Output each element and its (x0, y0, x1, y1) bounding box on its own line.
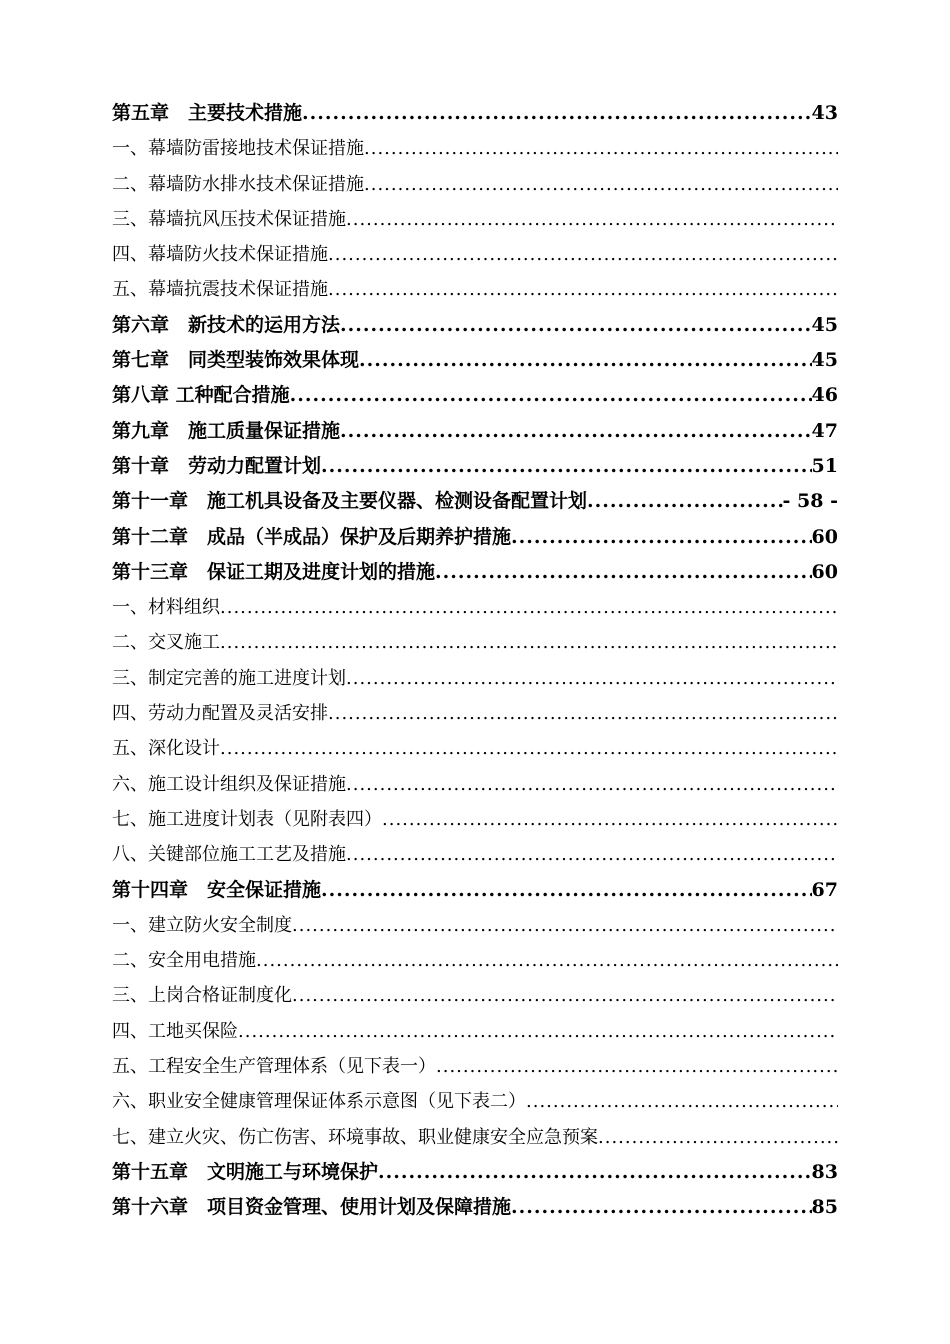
toc-page-number: 51 (811, 454, 838, 477)
toc-entry-label: 七、施工进度计划表（见附表四） (112, 808, 382, 830)
toc-dot-leader (256, 943, 838, 978)
toc-section-entry[interactable] (112, 272, 838, 307)
toc-page-number: 60 (811, 525, 838, 548)
toc-section-entry[interactable] (112, 131, 838, 166)
toc-page-number: 60 (811, 560, 838, 583)
toc-entry-label: 第十六章 项目资金管理、使用计划及保障措施 (112, 1196, 512, 1219)
toc-dot-leader (598, 1120, 838, 1155)
toc-dot-leader (292, 978, 838, 1013)
toc-entry-label: 二、交叉施工 (112, 632, 220, 654)
toc-dot-leader (328, 237, 838, 272)
toc-dot-leader (378, 1155, 812, 1190)
toc-chapter-entry[interactable] (112, 414, 838, 449)
toc-section-entry[interactable] (112, 202, 838, 237)
toc-entry-label: 四、劳动力配置及灵活安排 (112, 703, 328, 725)
toc-dot-leader (359, 343, 812, 378)
toc-page-number: 46 (811, 384, 838, 407)
toc-chapter-entry[interactable] (112, 555, 838, 590)
toc-dot-leader (220, 590, 838, 625)
toc-section-entry[interactable] (112, 837, 838, 872)
toc-dot-leader (321, 449, 812, 484)
toc-dot-leader (587, 484, 783, 519)
toc-chapter-entry[interactable] (112, 378, 838, 413)
toc-entry-label: 八、关键部位施工工艺及措施 (112, 844, 346, 866)
toc-entry-label: 三、上岗合格证制度化 (112, 985, 292, 1007)
toc-entry-label: 第十二章 成品（半成品）保护及后期养护措施 (112, 525, 512, 548)
table-of-contents (112, 96, 838, 1226)
toc-dot-leader (364, 167, 838, 202)
toc-dot-leader (364, 131, 838, 166)
toc-entry-label: 四、工地买保险 (112, 1020, 238, 1042)
toc-entry-label: 一、建立防火安全制度 (112, 914, 292, 936)
toc-chapter-entry[interactable] (112, 343, 838, 378)
toc-section-entry[interactable] (112, 978, 838, 1013)
toc-dot-leader (321, 873, 812, 908)
toc-entry-label: 一、材料组织 (112, 597, 220, 619)
toc-dot-leader (346, 837, 838, 872)
toc-entry-label: 四、幕墙防火技术保证措施 (112, 244, 328, 266)
toc-chapter-entry[interactable] (112, 484, 838, 519)
toc-page-number: 85 (811, 1196, 838, 1219)
toc-entry-label: 第十章 劳动力配置计划 (112, 454, 322, 477)
toc-entry-label: 五、工程安全生产管理体系（见下表一） (112, 1056, 436, 1078)
toc-chapter-entry[interactable] (112, 449, 838, 484)
toc-dot-leader (290, 378, 812, 413)
toc-dot-leader (346, 202, 838, 237)
toc-dot-leader (220, 731, 838, 766)
toc-entry-label: 二、幕墙防水排水技术保证措施 (112, 173, 364, 195)
toc-entry-label: 六、施工设计组织及保证措施 (112, 773, 346, 795)
toc-dot-leader (435, 555, 812, 590)
toc-chapter-entry[interactable] (112, 520, 838, 555)
toc-section-entry[interactable] (112, 167, 838, 202)
toc-section-entry[interactable] (112, 1084, 838, 1119)
toc-page-number: 45 (811, 349, 838, 372)
toc-entry-label: 第七章 同类型装饰效果体现 (112, 349, 360, 372)
toc-dot-leader (346, 767, 838, 802)
toc-section-entry[interactable] (112, 908, 838, 943)
toc-dot-leader (346, 661, 838, 696)
toc-section-entry[interactable] (112, 625, 838, 660)
toc-dot-leader (382, 802, 838, 837)
toc-dot-leader (238, 1014, 838, 1049)
toc-entry-label: 第五章 主要技术措施 (112, 102, 303, 124)
toc-section-entry[interactable] (112, 696, 838, 731)
toc-entry-label: 第十一章 施工机具设备及主要仪器、检测设备配置计划 (112, 490, 588, 513)
toc-chapter-entry[interactable] (112, 96, 838, 131)
toc-page-number: - 58 - (782, 490, 838, 513)
toc-dot-leader (436, 1049, 838, 1084)
toc-section-entry[interactable] (112, 731, 838, 766)
toc-section-entry[interactable] (112, 237, 838, 272)
toc-section-entry[interactable] (112, 767, 838, 802)
toc-dot-leader (511, 520, 812, 555)
toc-entry-label: 第十四章 安全保证措施 (112, 878, 322, 901)
toc-page-number: 67 (811, 878, 838, 901)
toc-entry-label: 五、深化设计 (112, 738, 220, 760)
toc-entry-label: 二、安全用电措施 (112, 950, 256, 972)
toc-dot-leader (340, 308, 812, 343)
toc-page-number: 43 (811, 102, 838, 124)
toc-page-number: 83 (811, 1160, 838, 1183)
toc-entry-label: 第十三章 保证工期及进度计划的措施 (112, 560, 436, 583)
toc-dot-leader (328, 272, 838, 307)
toc-entry-label: 三、制定完善的施工进度计划 (112, 667, 346, 689)
toc-section-entry[interactable] (112, 802, 838, 837)
toc-entry-label: 第十五章 文明施工与环境保护 (112, 1160, 379, 1183)
toc-page-number: 45 (811, 313, 838, 336)
toc-entry-label: 第六章 新技术的运用方法 (112, 313, 341, 336)
toc-dot-leader (302, 96, 812, 131)
toc-section-entry[interactable] (112, 661, 838, 696)
toc-chapter-entry[interactable] (112, 1155, 838, 1190)
toc-dot-leader (340, 414, 812, 449)
toc-section-entry[interactable] (112, 1120, 838, 1155)
toc-entry-label: 五、幕墙抗震技术保证措施 (112, 279, 328, 301)
toc-chapter-entry[interactable] (112, 873, 838, 908)
toc-dot-leader (526, 1084, 838, 1119)
toc-entry-label: 第八章 工种配合措施 (112, 384, 290, 407)
toc-section-entry[interactable] (112, 943, 838, 978)
toc-chapter-entry[interactable] (112, 1190, 838, 1225)
toc-page-number: 47 (811, 419, 838, 442)
toc-dot-leader (220, 625, 838, 660)
toc-entry-label: 第九章 施工质量保证措施 (112, 419, 341, 442)
toc-entry-label: 七、建立火灾、伤亡伤害、环境事故、职业健康安全应急预案 (112, 1126, 598, 1148)
toc-section-entry[interactable] (112, 590, 838, 625)
toc-dot-leader (511, 1190, 812, 1225)
toc-entry-label: 一、幕墙防雷接地技术保证措施 (112, 138, 364, 160)
toc-entry-label: 六、职业安全健康管理保证体系示意图（见下表二） (112, 1091, 526, 1113)
toc-entry-label: 三、幕墙抗风压技术保证措施 (112, 208, 346, 230)
toc-chapter-entry[interactable] (112, 308, 838, 343)
toc-dot-leader (292, 908, 838, 943)
toc-section-entry[interactable] (112, 1049, 838, 1084)
toc-dot-leader (328, 696, 838, 731)
toc-section-entry[interactable] (112, 1014, 838, 1049)
